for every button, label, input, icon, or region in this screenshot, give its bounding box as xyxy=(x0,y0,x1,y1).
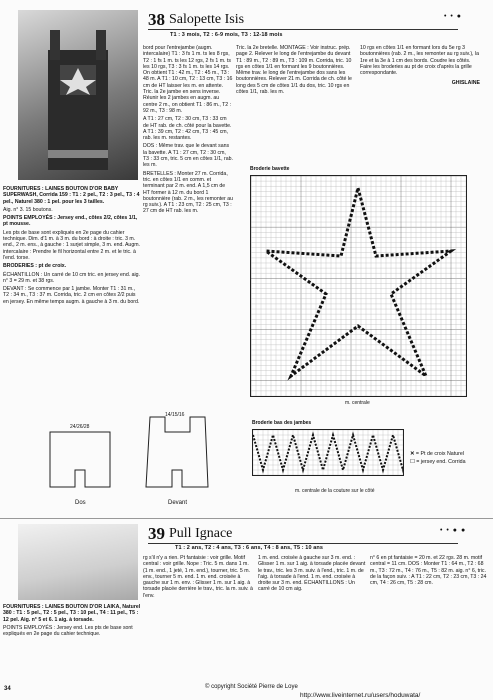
sketch-label-devant: Devant xyxy=(168,500,188,506)
header-rule xyxy=(148,29,458,30)
text-column-3 xyxy=(236,45,356,163)
col2-text-a: bord pour l'entrejambe (augm. intercalaire) T1 : 3 fs 1 m. ts les 8 rgs, T2 : 1 fs 1 m. ts les 12 rgs, 2 fs 1 m. ts les 10 rgs, T3 : 3 fs 1 m. ts les 14 rgs. On obtient T1 : 42 m., T2 : 45 m., T3 : 48 m. A T1 : 10 cm, T2 : 13 cm, T3 : 16 cm de HT laisser les m. en attente. Tric. la 2e jambe en sens inverse. Réunir les 2 jambes en augm. au centre 2 m., on obtient T1 : 86 m., T2 : 92 m., T3 : 98 m. xyxy=(143,45,233,114)
difficulty-dots-2: • • ● ● xyxy=(440,527,467,534)
stitches-text: Les pts de base sont expliqués en 2e page du cahier technique. Dim. d'1 m. à 3 m. du bord : à droite : tric. 3 m. end., 2 m. ens., à gauche : 1 surjet simple, 3 m. end. Augm. intercalaire : Prendre le fil horizontal entre 2 m. et le tric. à l'end. torse. xyxy=(3,229,140,261)
embroidery-grid-svg xyxy=(251,176,466,396)
pattern-title: Salopette Isis xyxy=(169,12,245,27)
schematic-area xyxy=(40,412,230,512)
page-number: 34 xyxy=(4,686,11,692)
text-column-s2-1 xyxy=(3,604,141,676)
straps-text: BRETELLES : Monter 27 m. Corrida, tric. en côtes 1/1 en comm. et terminant par 2 m. end. A 1,5 cm de HT former à 12 m. du bord 1 boutonnière (rab. 2 m., les remonter au rg suiv.). A T1 : 23 cm, T2 : 25 cm, T3 : 27 cm de HT rab. les m. xyxy=(143,170,233,215)
border-chart xyxy=(252,429,404,476)
dos-dimension: 24/26/28 xyxy=(70,424,90,430)
border-axis-label: m. centrale de la couture sur le côté xyxy=(295,488,375,494)
needles-text: Aig. n° 3. 15 boutons. xyxy=(3,206,53,213)
finishing-text: 10 rgs en côtes 1/1 en formant lors du 5e rg 3 boutonnières (rab. 2 m., les remonter au rg suiv.), la 1re et la 3e à 1 cm des bords. Coudre les côtés. Faire les broderies au pt de croix d'après la grille correspondante. xyxy=(360,45,479,77)
legend-cross: ✕ = Pt de croix Naturel xyxy=(410,451,465,457)
gauge-text: ÉCHANTILLON : Un carré de 10 cm tric. en jersey end. aig. n° 3 = 29 m. et 38 rgs. xyxy=(3,271,140,284)
text-column-s2-2 xyxy=(143,555,253,677)
product-photo-pull xyxy=(18,524,138,600)
chart-title: Broderie bavette xyxy=(250,166,290,172)
border-grid-svg xyxy=(253,430,403,475)
chart-axis-label: m. centrale xyxy=(345,400,370,406)
source-url[interactable]: http://www.liveinternet.ru/users/hoduwata/ xyxy=(300,692,421,699)
chart-legend xyxy=(410,450,466,466)
pattern-sizes-2: T1 : 2 ans, T2 : 4 ans, T3 : 6 ans, T4 : 8 ans, T5 : 10 ans xyxy=(175,545,324,551)
assembly-text: Tric. la 2e bretelle. MONTAGE : Voir instruc. prép. page 2. Relever le long de l'entrejambe du devant T1 : 89 m., T2 : 89 m., T3 : 109 m. Corrida, tric. 10 rgs en côtes 1/1 en formant les 9 boutonnières. Même trav. le long de l'entrejambe dos sans les boutonnières. Relever 21 m. Corrida de ch. côté le long des 5 cm de côtes 1/1 du dos, tric. 10 rgs en côtes 1/1, rab. les m. xyxy=(236,45,352,96)
difficulty-dots: • • ● xyxy=(444,13,463,20)
text-column-s2-3 xyxy=(258,555,366,677)
embroidery-text: BRODERIES : pt de croix. xyxy=(3,263,67,270)
s2-col2-text: rg s'il n'y a rien. Pt fantaisie : voir grille. Motif central : voir grille. Nope : Tric. 5 m. dans 1 m. (1 m. end., 1 jeté, 1 m. end.), tourner, tric. 5 m. env., tourner 5 m. end. 1 m. end. croisée à gauche sur 1 m. env. : Glisser 1 m. sur 1 aig. à torsade placée derrière le trav., tric. la m. suiv. à l'env. xyxy=(143,555,253,599)
section-header-38 xyxy=(148,10,244,30)
text-column-4 xyxy=(360,45,480,163)
front-text: DEVANT : Se commence par 1 jambe. Monter T1 : 31 m., T2 : 34 m., T3 : 37 m. Corrida, tric. 2 cm en côtes 2/2 puis en jersey. En même temps augm. à gauche à 3 m. du bord. xyxy=(3,286,140,305)
text-column-1 xyxy=(3,186,141,408)
schematic-drawings xyxy=(40,412,230,512)
border-chart-title: Broderie bas des jambes xyxy=(252,420,312,426)
section-divider xyxy=(0,518,493,519)
section-header-39 xyxy=(148,524,232,544)
pattern-number-2: 39 xyxy=(148,524,165,543)
devant-dimension: 14/15/16 xyxy=(165,412,185,418)
text-column-s2-4 xyxy=(370,555,488,677)
pattern-title-2: Pull Ignace xyxy=(169,526,233,541)
embroidery-chart xyxy=(250,175,467,397)
supplies-text: FOURNITURES : LAINES BOUTON D'OR BABY SUPERWASH, Corrida 159 : T1 : 2 pel., T2 : 3 pel., T3 : 4 pel., Naturel 380 : 1 pel. pour les 3 tailles. xyxy=(3,186,140,205)
salopette-illustration xyxy=(18,10,138,180)
back-text: DOS : Même trav. que le devant sans la bavette. A T1 : 27 cm, T2 : 30 cm, T3 : 33 cm, tric. 5 cm en côtes 1/1, rab. les m. xyxy=(143,143,233,169)
legend-jersey: ☐ = jersey end. Corrida xyxy=(410,459,466,465)
product-photo-salopette xyxy=(18,10,138,180)
designer-signature: GHISLAINE xyxy=(451,80,480,87)
pattern-number: 38 xyxy=(148,10,165,29)
col2-text-b: A T1 : 27 cm, T2 : 30 cm, T3 : 33 cm de HT rab. de ch. côté pour la bavette. A T1 : 39 cm, T2 : 42 cm, T3 : 45 cm, rab. les m. restantes. xyxy=(143,116,232,142)
pattern-sizes: T1 : 3 mois, T2 : 6-9 mois, T3 : 12-18 mois xyxy=(170,32,283,38)
sketch-label-dos: Dos xyxy=(75,500,86,506)
supplies-text-2: FOURNITURES : LAINES BOUTON D'OR LAÏKA, Naturel 380 : T1 : 5 pel., T2 : 5 pel., T3 : 10 pel., T4 : 11 pel., T5 : 12 pel. Aig. n° 5 et 6. 1 aig. à torsade. xyxy=(3,604,141,623)
stitches-title: POINTS EMPLOYÉS : Jersey end., côtes 2/2, côtes 1/1, pt mousse. xyxy=(3,215,138,228)
header-rule-2 xyxy=(148,543,458,544)
s2-col4-text: n° 6 en pt fantaisie = 20 m. et 22 rgs. 28 m. motif central = 11 cm. DOS : Monter T1 : 64 m., T2 : 68 m., T3 : 72 m., T4 : 76 m., T5 : 82 m. aig. n° 6, tric. de la façon suiv. : A T1 : 22 cm, T2 : 23 cm, T3 : 24 cm, T4 : 26 cm, T5 : 28 cm. xyxy=(370,555,487,587)
s2-col3-text: 1 m. end. croisée à gauche sur 3 m. end. : Glisser 1 m. sur 1 aig. à torsade placée devant le trav., tric. les 3 m. suiv. à l'end., tric. 1 m. de l'aig. à torsade à l'end. 1 m. end. croisée à droite sur 3 m. end. ÉCHANTILLONS : Un carré de 10 cm aig. xyxy=(258,555,366,593)
stitches-text-2: POINTS EMPLOYÉS : Jersey end. Les pts de base sont expliqués en 2e page du cahier technique. xyxy=(3,624,133,638)
text-column-2 xyxy=(143,45,233,407)
copyright: © copyright Société Pierre de Loye xyxy=(205,684,298,690)
